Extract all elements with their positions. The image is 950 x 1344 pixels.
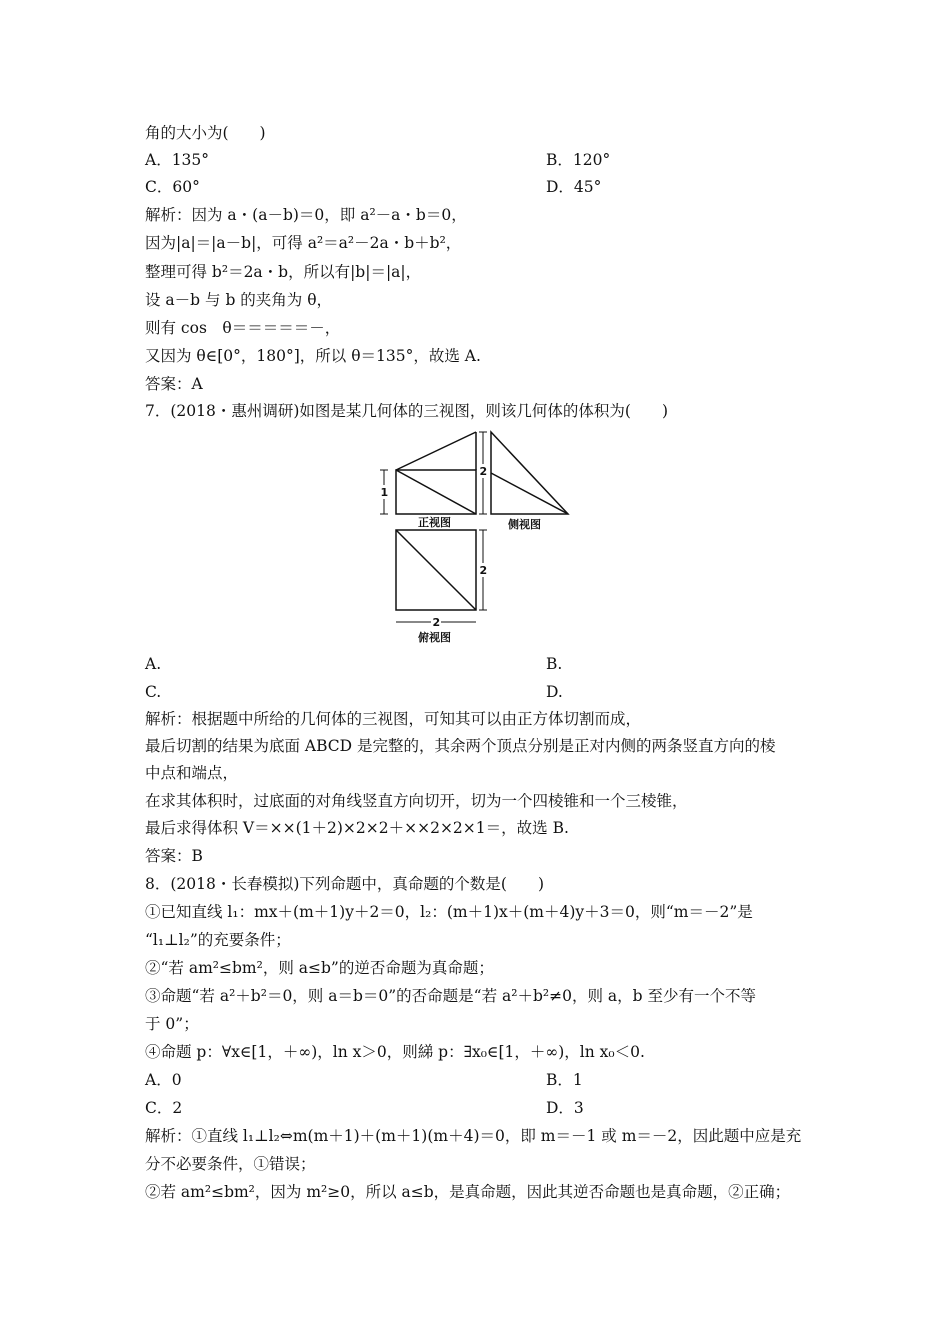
statement-line: ①已知直线 l₁：mx＋(m＋1)y＋2＝0，l₂：(m＋1)x＋(m＋4)y＋3＝0，则“m＝－2”是 bbox=[145, 903, 753, 921]
statement-line: “l₁⊥l₂”的充要条件； bbox=[145, 931, 291, 949]
choice-b: B．1 bbox=[546, 1071, 583, 1089]
solution-line: 在求其体积时，过底面的对角线竖直方向切开，切为一个四棱锥和一个三棱锥， bbox=[145, 792, 688, 810]
choice-b: B．120° bbox=[546, 151, 611, 169]
solution-line: 解析：根据题中所给的几何体的三视图，可知其可以由正方体切割而成， bbox=[145, 710, 642, 728]
side-view bbox=[491, 432, 568, 514]
solution-line: 分不必要条件，①错误； bbox=[145, 1155, 316, 1173]
solution-line: 设 a－b 与 b 的夹角为 θ， bbox=[145, 291, 333, 309]
solution-line: 整理可得 b²＝2a・b，所以有|b|＝|a|， bbox=[145, 263, 422, 281]
dim-label-1: 1 bbox=[380, 486, 389, 499]
choice-d: D．3 bbox=[546, 1099, 584, 1117]
choice-d: D. bbox=[546, 683, 563, 701]
choice-a: A．135° bbox=[145, 151, 210, 169]
choice-c: C．60° bbox=[145, 178, 200, 196]
solution-line: 解析：①直线 l₁⊥l₂⇔m(m＋1)＋(m＋1)(m＋4)＝0，即 m＝－1 或 m＝－2，因此题中应是充 bbox=[145, 1127, 802, 1145]
solution-line: 则有 cos θ＝＝＝＝＝－， bbox=[145, 319, 341, 337]
solution-line: 最后切割的结果为底面 ABCD 是完整的，其余两个顶点分别是正对内侧的两条竖直方向的棱 bbox=[145, 737, 776, 755]
choice-a: A. bbox=[145, 655, 162, 673]
top-view bbox=[396, 530, 476, 610]
top-view-label: 俯视图 bbox=[418, 631, 451, 644]
dim-label-2-front: 2 bbox=[479, 465, 488, 478]
solution-line: 解析：因为 a・(a－b)＝0，即 a²－a・b＝0， bbox=[145, 206, 467, 224]
dim-label-2-bottom: 2 bbox=[432, 616, 441, 629]
answer-line: 答案：B bbox=[145, 847, 203, 865]
choice-c: C．2 bbox=[145, 1099, 183, 1117]
solution-line: 因为|a|＝|a－b|，可得 a²＝a²－2a・b＋b²， bbox=[145, 234, 462, 252]
solution-line: 最后求得体积 V＝××(1＋2)×2×2＋××2×2×1＝，故选 B. bbox=[145, 819, 569, 837]
choice-a: A．0 bbox=[145, 1071, 182, 1089]
solution-line: ②若 am²≤bm²，因为 m²≥0，所以 a≤b，是真命题，因此其逆否命题也是真命题，②正确； bbox=[145, 1183, 791, 1201]
question-7: 7．(2018・惠州调研)如图是某几何体的三视图，则该几何体的体积为( ) bbox=[145, 402, 668, 420]
solution-line: 又因为 θ∈[0°，180°]，所以 θ＝135°，故选 A. bbox=[145, 347, 481, 365]
statement-line: ②“若 am²≤bm²，则 a≤b”的逆否命题为真命题； bbox=[145, 959, 494, 977]
front-view bbox=[396, 432, 476, 514]
solution-line: 中点和端点， bbox=[145, 764, 239, 782]
text-line: 角的大小为( ) bbox=[145, 124, 266, 142]
statement-line: ③命题“若 a²＋b²＝0，则 a＝b＝0”的否命题是“若 a²＋b²≠0，则 a，b 至少有一个不等 bbox=[145, 987, 756, 1005]
question-8: 8．(2018・长春模拟)下列命题中，真命题的个数是( ) bbox=[145, 875, 544, 893]
three-view-figure bbox=[370, 428, 580, 648]
choice-d: D．45° bbox=[546, 178, 602, 196]
answer-line: 答案：A bbox=[145, 375, 203, 393]
choice-c: C. bbox=[145, 683, 162, 701]
statement-line: 于 0”； bbox=[145, 1015, 199, 1033]
side-view-label: 侧视图 bbox=[508, 518, 541, 531]
front-view-label: 正视图 bbox=[418, 516, 451, 529]
choice-b: B. bbox=[546, 655, 563, 673]
dim-label-2-top: 2 bbox=[479, 564, 488, 577]
statement-line: ④命题 p：∀x∈[1，＋∞)，ln x＞0，则綈 p：∃x₀∈[1，＋∞)，ln x₀＜0. bbox=[145, 1043, 645, 1061]
